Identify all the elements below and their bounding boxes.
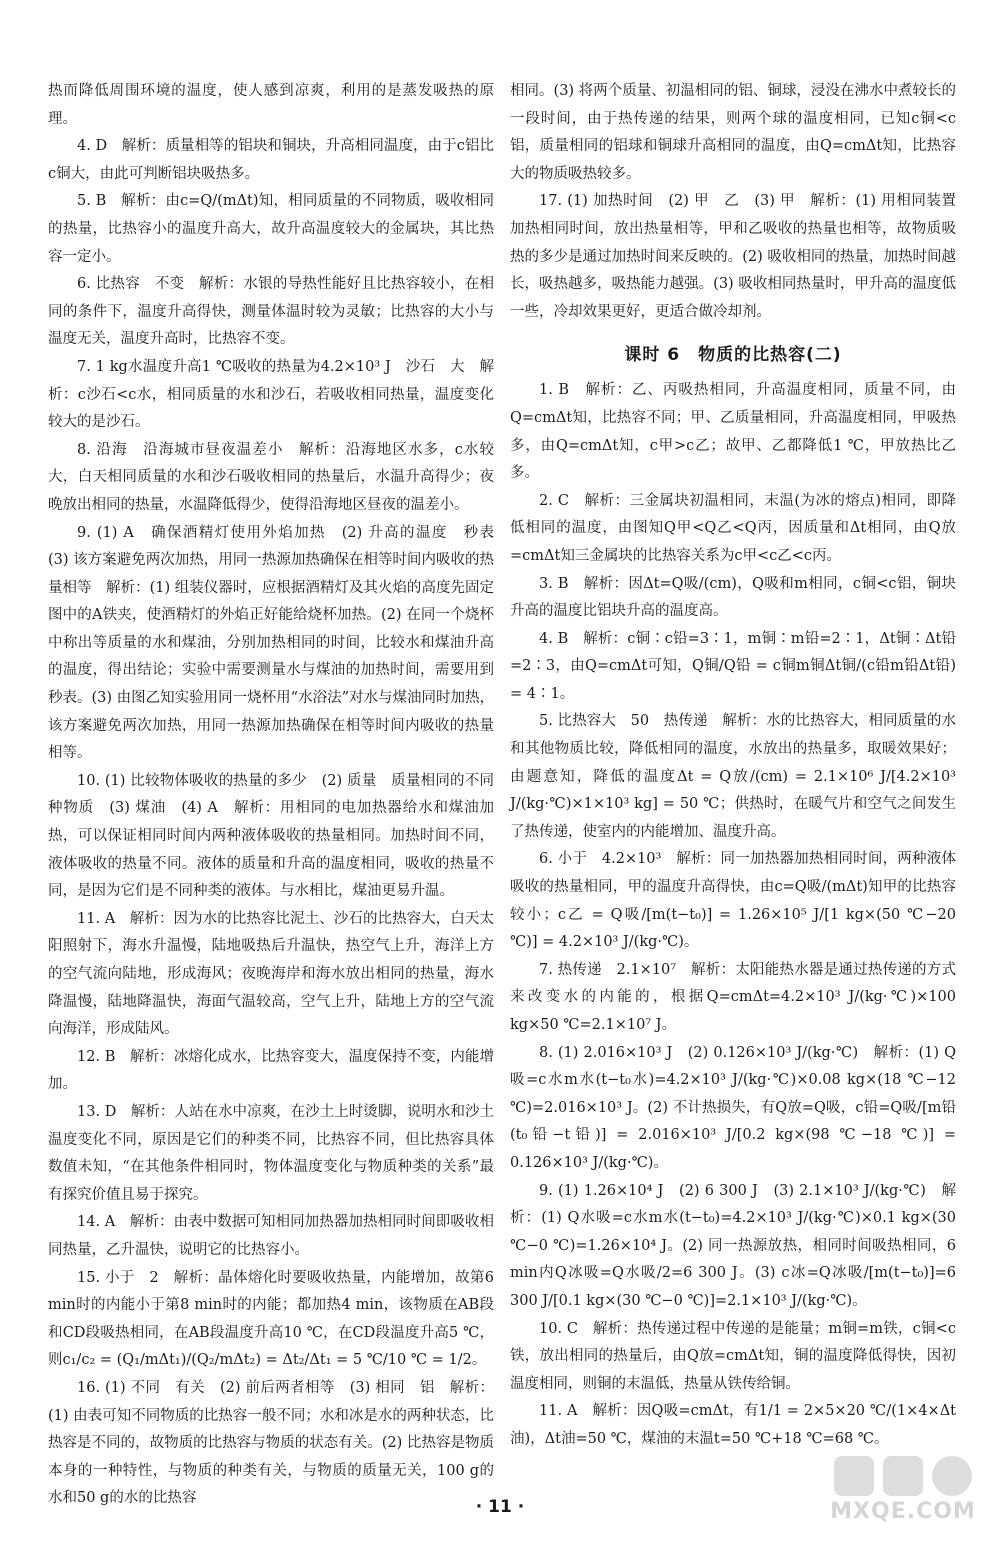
answer-paragraph: 10. C 解析：热传递过程中传递的是能量；m铜=m铁，c铜<c铁，放出相同的热量后，由Q放=cmΔt知，铜的温度降低得快，因初温度相同，则铜的末温低，热量从铁传给铜。 — [510, 1320, 956, 1392]
right-column-bottom — [510, 377, 956, 1453]
answer-paragraph: 7. 热传递 2.1×10⁷ 解析：太阳能热水器是通过热传递的方式来改变水的内能的，根据Q=cmΔt=4.2×10³ J/(kg·℃)×100 kg×50 ℃=2.1×10⁷ J。 — [510, 961, 956, 1033]
answer-paragraph: 9. (1) A 确保酒精灯使用外焰加热 (2) 升高的温度 秒表 (3) 该方案避免两次加热，用同一热源加热确保在相等时间内吸收的热量相等 解析：(1) 组装仪器时，应根据酒精灯及其火焰的高度先固定图中的A铁夹，使酒精灯的外焰正好能给烧杯加热。(2) 在同一个烧杯中称出等质量的水和煤油，分别加热相同的时间，比较水和煤油升高的温度，得出结论；实验中需要测量水与煤油的加热时间，需要用到秒表。(3) 由图乙知实验用同一烧杯用“水浴法”对水与煤油同时加热，该方案避免两次加热，用同一热源加热确保在相等时间内吸收的热量相等。 — [48, 524, 509, 762]
answer-paragraph: 11. A 解析：因Q吸=cmΔt，有1/1 = 2×5×20 ℃/(1×4×Δt油)，Δt油=50 ℃，煤油的末温t=50 ℃+18 ℃=68 ℃。 — [510, 1403, 956, 1447]
answer-paragraph: 6. 比热容 不变 解析：水银的导热性能好且比热容较小，在相同的条件下，温度升高得快，测量体温时较为灵敏；比热容的大小与温度无关，温度升高时，比热容不变。 — [48, 276, 494, 348]
watermark-text: MXQE.COM — [830, 1499, 976, 1524]
answer-paragraph: 13. D 解析：人站在水中凉爽，在沙土上时烫脚，说明水和沙土温度变化不同，原因是它们的种类不同，比热容不同，但比热容具体数值未知，“在其他条件相同时，物体温度变化与物质种类的关系”最有探究价值且易于探究。 — [48, 1103, 494, 1203]
page-number: · 11 · — [475, 1497, 525, 1517]
answer-paragraph: 2. C 解析：三金属块初温相同，末温(为冰的熔点)相同，即降低相同的温度，由图知Q甲<Q乙<Q丙，因质量和Δt相同，由Q放=cmΔt知三金属块的比热容关系为c甲<c乙<c丙。 — [510, 492, 956, 564]
answer-paragraph: 14. A 解析：由表中数据可知相同加热器加热相同时间即吸收相同热量，乙升温快，说明它的比热容小。 — [48, 1214, 494, 1258]
answer-paragraph: 8. 沿海 沿海城市昼夜温差小 解析：沿海地区水多，c水较大，白天相同质量的水和沙石吸收相同的热量后，水温升高得少；夜晚放出相同的热量，水温降低得少，使得沿海地区昼夜的温差小。 — [48, 441, 494, 513]
answer-paragraph: 7. 1 kg水温度升高1 ℃吸收的热量为4.2×10³ J 沙石 大 解析：c沙石<c水，相同质量的水和沙石，若吸收相同热量，温度变化较大的是沙石。 — [48, 358, 494, 431]
answer-paragraph: 8. (1) 2.016×10³ J (2) 0.126×10³ J/(kg·℃) 解析：(1) Q吸=c水m水(t−t₀水)=4.2×10³ J/(kg·℃)×0.08 kg×(18 ℃−12 ℃)=2.016×10³ J。(2) 不计热损失，有Q放=Q吸，c铅=Q吸/[m铅(t₀铅−t铅)] = 2.016×10³ J/[0.2 kg×(98 ℃−18 ℃)] = 0.126×10³ J/(kg·℃)。 — [510, 1044, 956, 1171]
answer-paragraph: 1. B 解析：乙、丙吸热相同，升高温度相同，质量不同，由Q=cmΔt知，比热容不同；甲、乙质量相同，升高温度相同，甲吸热多，由Q=cmΔt知，c甲>c乙；故甲、乙都降低1 ℃，甲放热比乙多。 — [510, 382, 956, 482]
answer-paragraph: 4. D 解析：质量相等的铝块和铜块，升高相同温度，由于c铝比c铜大，由此可判断铝块吸热多。 — [48, 138, 494, 182]
left-column — [48, 78, 509, 1513]
right-column-top — [510, 78, 956, 326]
answer-paragraph: 12. B 解析：冰熔化成水，比热容变大，温度保持不变，内能增加。 — [48, 1048, 494, 1093]
answer-paragraph: 5. 比热容大 50 热传递 解析：水的比热容大，相同质量的水和其他物质比较，降低相同的温度，水放出的热量多，取暖效果好；由题意知，降低的温度Δt = Q放/(cm) = 2.1×10⁶ J/[4.2×10³ J/(kg·℃)×1×10³ kg] = 50 ℃；供热时，在暖气片和空气之间发生了热传递，使室内的内能增加、温度升高。 — [510, 713, 956, 840]
answer-paragraph: 4. B 解析：c铜∶c铅=3∶1，m铜∶m铅=2∶1，Δt铜∶Δt铅=2∶3，由Q=cmΔt可知，Q铜/Q铅 = c铜m铜Δt铜/(c铅m铅Δt铅) = 4∶1。 — [510, 630, 956, 702]
section-title: 课时 6 物质的比热容(二) — [624, 345, 842, 366]
answer-paragraph: 15. 小于 2 解析：晶体熔化时要吸收热量，内能增加，故第6 min时的内能小于第8 min时的内能；都加热4 min，该物质在AB段和CD段吸热相同，在AB段温度升高10 ℃，在CD段温度升高5 ℃，则c₁/c₂ = (Q₁/mΔt₁)/(Q₂/mΔt₂) = Δt₂/Δt₁ = 5 ℃/10 ℃ = 1/2。 — [48, 1269, 494, 1369]
watermark-emblem-icon — [828, 1448, 978, 1504]
watermark-logo — [828, 1448, 978, 1528]
answer-paragraph: 5. B 解析：由c=Q/(mΔt)知，相同质量的不同物质，吸收相同的热量，比热容小的温度升高大，故升高温度较大的金属块，其比热容一定小。 — [48, 193, 494, 265]
right-column — [510, 78, 956, 1454]
answer-paragraph: 9. (1) 1.26×10⁴ J (2) 6 300 J (3) 2.1×10³ J/(kg·℃) 解析：(1) Q水吸=c水m水(t−t₀)=4.2×10³ J/(kg·℃)×0.1 kg×(30 ℃−0 ℃)=1.26×10⁴ J。(2) 同一热源放热，相同时间吸热相同，6 min内Q冰吸=Q水吸/2=6 300 J。(3) c冰=Q冰吸/[m(t−t₀)]=6 300 J/[0.1 kg×(30 ℃−0 ℃)]=2.1×10³ J/(kg·℃)。 — [510, 1182, 956, 1309]
answer-paragraph: 17. (1) 加热时间 (2) 甲 乙 (3) 甲 解析：(1) 用相同装置加热相同时间，放出热量相等，甲和乙吸收的热量也相等，故物质吸热的多少是通过加热时间来反映的。(2) 吸收相同的热量，加热时间越长，吸热越多，吸热能力越强。(3) 吸收相同热量时，甲升高的温度低一些，冷却效果更好，更适合做冷却剂。 — [510, 193, 956, 320]
answer-paragraph: 11. A 解析：因为水的比热容比泥土、沙石的比热容大，白天太阳照射下，海水升温慢，陆地吸热后升温快，热空气上升，海洋上方的空气流向陆地，形成海风；夜晚海岸和海水放出相同的热量，海水降温慢，陆地降温快，海面气温较高，空气上升，陆地上方的空气流向海洋，形成陆风。 — [48, 910, 494, 1038]
answer-paragraph: 16. (1) 不同 有关 (2) 前后两者相等 (3) 相同 铝 解析：(1) 由表可知不同物质的比热容一般不同；水和冰是水的两种状态，比热容是不同的，故物质的比热容与物质的状态有关。(2) 比热容是物质本身的一种特性，与物质的种类有关，与物质的质量无关，100 g的水和50 g的水的比热容 — [48, 1379, 494, 1507]
answer-paragraph: 热而降低周围环境的温度，使人感到凉爽，利用的是蒸发吸热的原理。 — [48, 83, 494, 127]
answer-paragraph: 相同。(3) 将两个质量、初温相同的铝、铜球，浸没在沸水中煮较长的一段时间，由于热传递的结果，则两个球的温度相同，已知c铜<c铝，质量相同的铝球和铜球升高相同的温度，由Q=cmΔt知，比热容大的物质吸热较多。 — [510, 83, 956, 182]
answer-paragraph: 3. B 解析：因Δt=Q吸/(cm)，Q吸和m相同，c铜<c铝，铜块升高的温度比铝块升高的温度高。 — [510, 575, 956, 620]
answer-paragraph: 10. (1) 比较物体吸收的热量的多少 (2) 质量 质量相同的不同种物质 (3) 煤油 (4) A 解析：用相同的电加热器给水和煤油加热，可以保证相同时间内两种液体吸收的热量相同。加热时间不同，液体吸收的热量不同。液体的质量和升高的温度相同，吸收的热量不同，是因为它们是不同种类的液体。与水相比，煤油更易升温。 — [48, 772, 494, 900]
answer-paragraph: 6. 小于 4.2×10³ 解析：同一加热器加热相同时间，两种液体吸收的热量相同，甲的温度升高得快，由c=Q吸/(mΔt)知甲的比热容较小；c乙 = Q吸/[m(t−t₀)] = 1.26×10⁵ J/[1 kg×(50 ℃−20 ℃)] = 4.2×10³ J/(kg·℃)。 — [510, 851, 956, 951]
